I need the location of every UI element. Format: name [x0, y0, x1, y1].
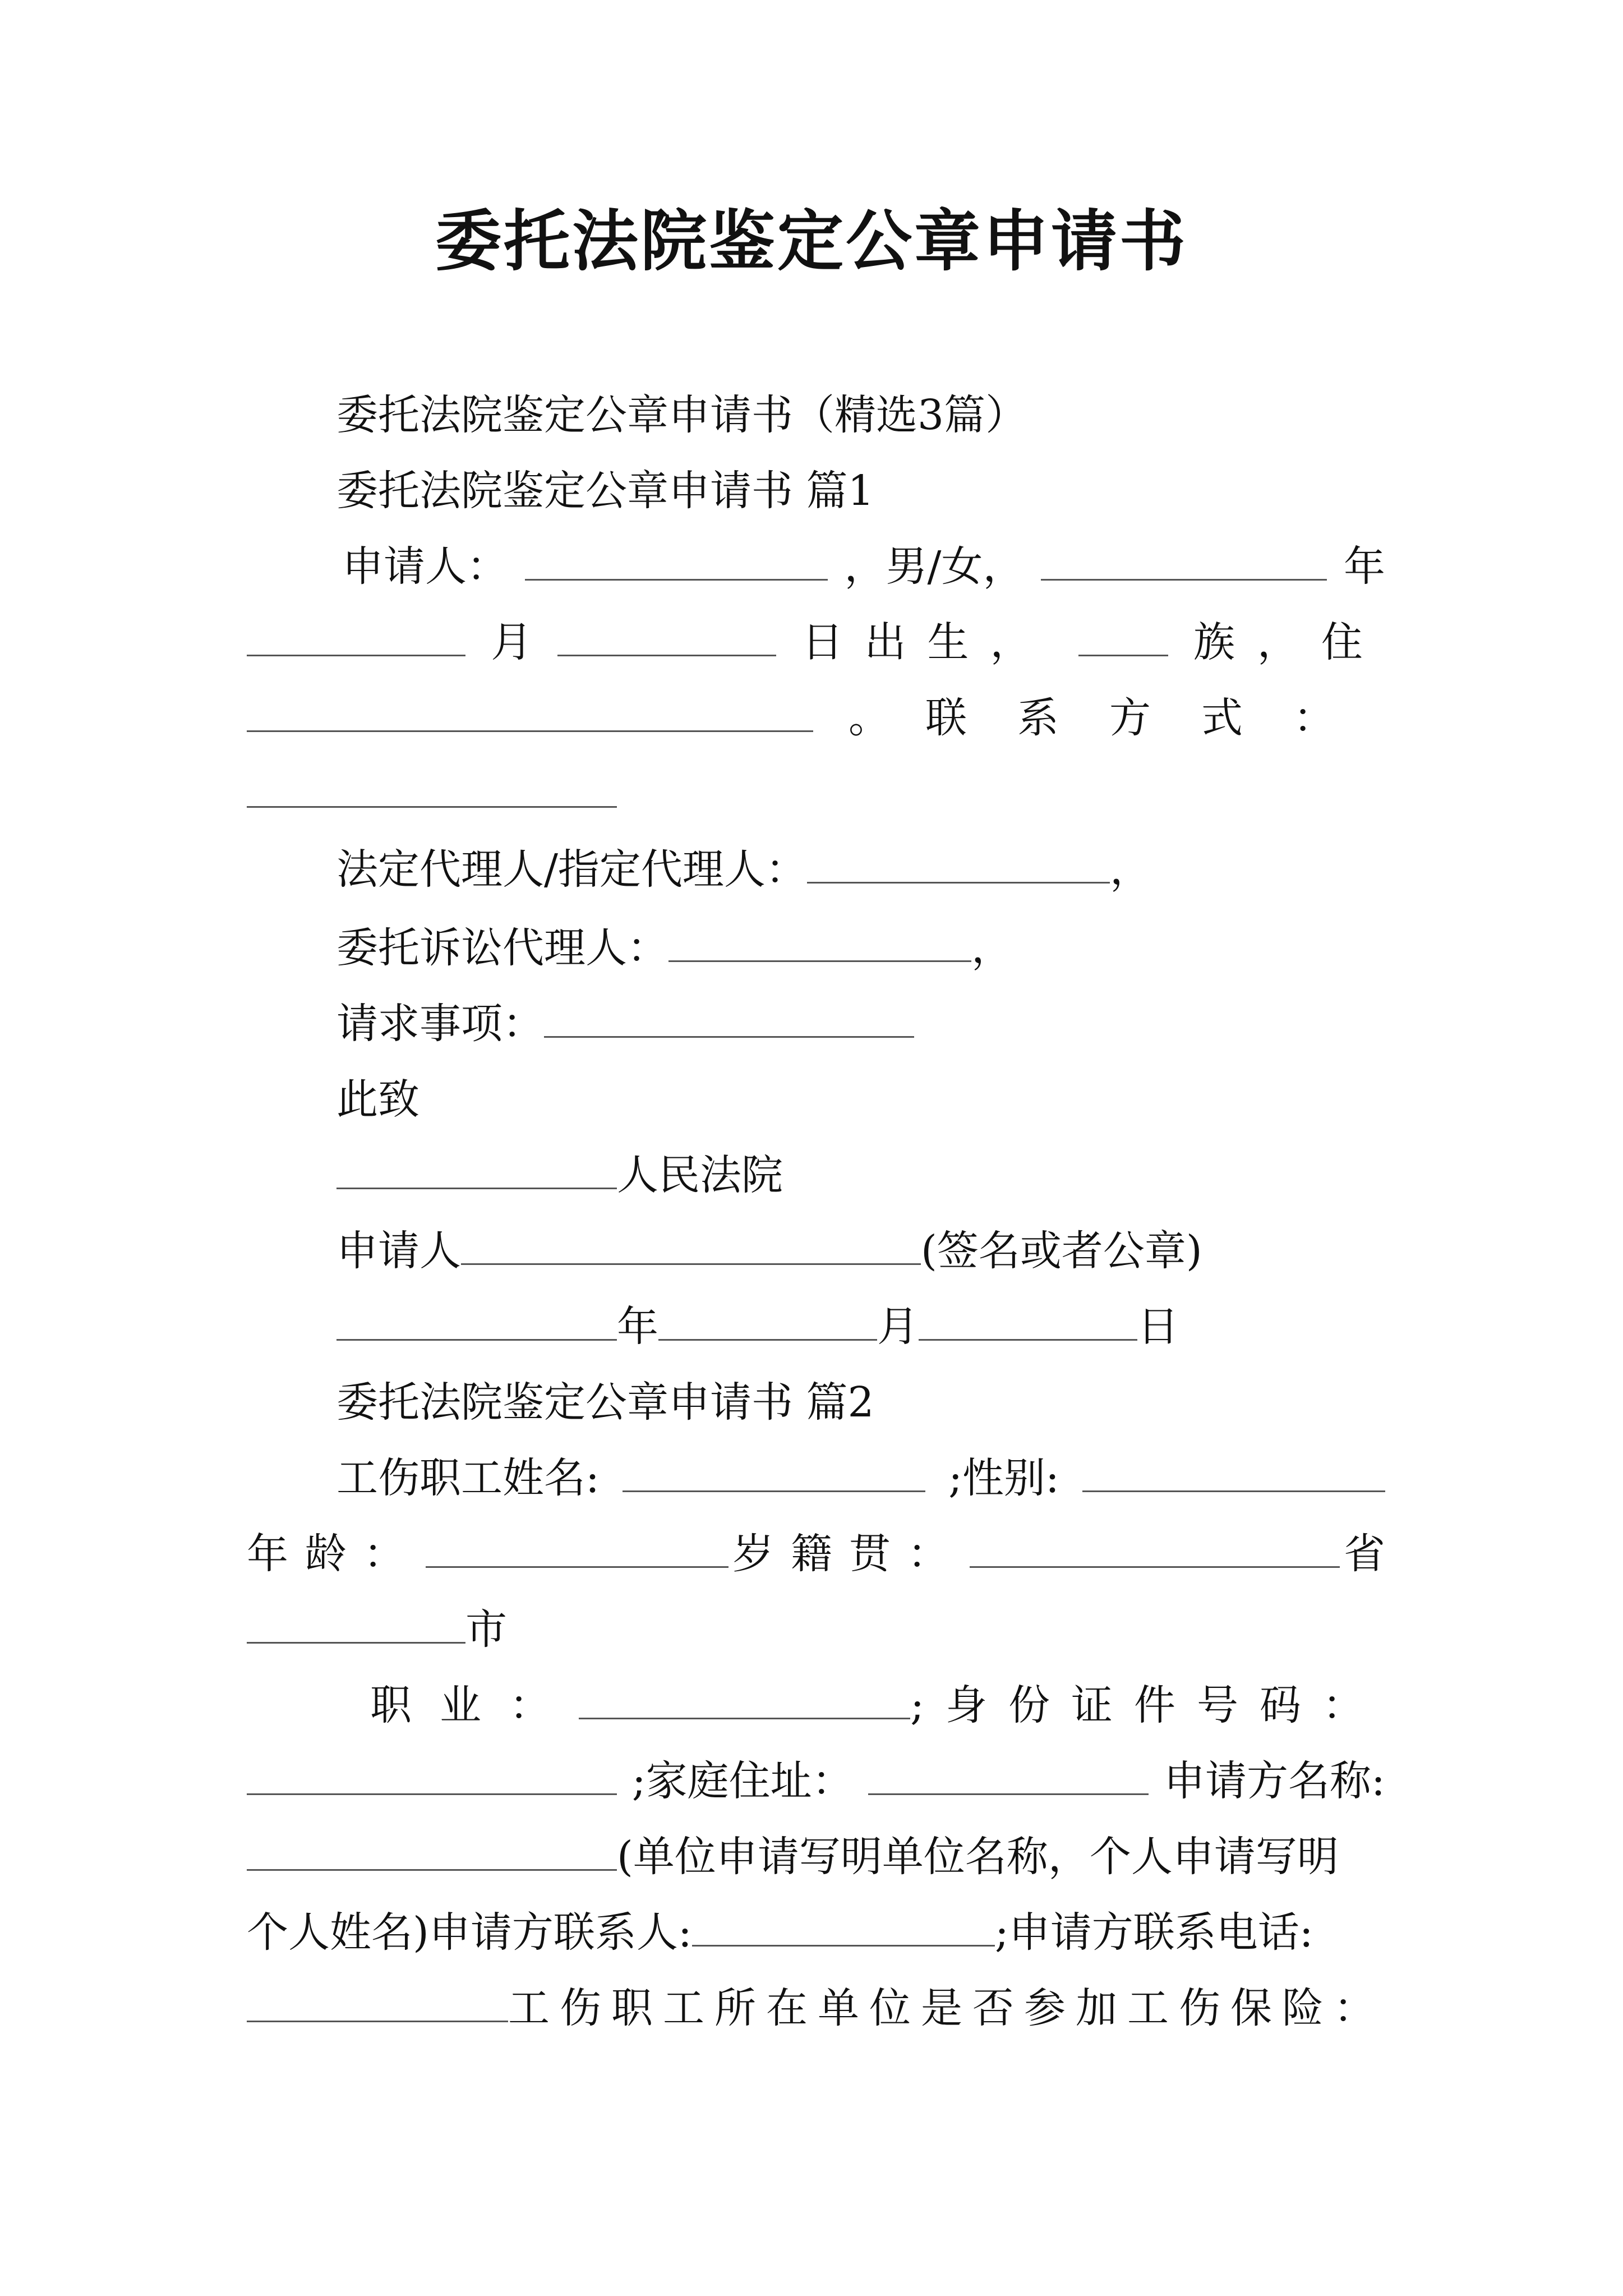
home-address-label: ;家庭住址：	[631, 1757, 854, 1805]
gender-label: ，男/女，	[844, 542, 1025, 591]
applicant-name-label: 申请方名称:	[1164, 1757, 1385, 1805]
request-line	[336, 996, 914, 1052]
date-year-blank	[336, 1300, 617, 1341]
document-title: 委托法院鉴定公章申请书	[435, 202, 1188, 280]
ethnicity-label: 族，住	[1193, 618, 1385, 666]
birth-label: 日出生，	[801, 618, 1053, 666]
date-month-blank	[658, 1300, 877, 1341]
signer-line	[336, 1223, 1202, 1279]
occupation-label: 职业：	[370, 1681, 579, 1729]
contact-label: 联系方式：	[925, 694, 1385, 742]
native-place-blank	[970, 1527, 1340, 1568]
native-place-label: 岁籍贯：	[732, 1530, 966, 1578]
gender-label: ;性别:	[948, 1454, 1059, 1502]
request-blank	[544, 997, 914, 1038]
comma: ，	[1109, 845, 1151, 894]
date-year-label: 年	[617, 1303, 658, 1351]
age-blank	[426, 1527, 728, 1568]
applicant-contact-blank	[692, 1906, 995, 1947]
contact-blank	[247, 767, 617, 808]
request-label: 请求事项：	[336, 1000, 544, 1048]
litigation-agent-blank	[668, 921, 971, 962]
worker-line-2	[247, 1526, 1385, 1582]
age-label: 年龄：	[247, 1530, 422, 1578]
signature-note: (签名或者公章)	[921, 1227, 1202, 1275]
applicant-label: 申请人：	[342, 542, 508, 591]
year-label: 年	[1344, 542, 1385, 591]
date-day-label: 日	[1137, 1303, 1179, 1351]
signer-blank	[461, 1224, 921, 1265]
litigation-agent-line	[336, 920, 1013, 976]
section1-heading: 委托法院鉴定公章申请书 篇1	[336, 467, 874, 515]
date-day-blank	[919, 1300, 1137, 1341]
applicant-name-blank	[247, 1830, 617, 1871]
applicant-line-3	[247, 690, 1385, 746]
home-address-blank	[868, 1754, 1149, 1795]
applicant-note: (单位申请写明单位名称，个人申请写明	[617, 1833, 1339, 1881]
applicant-phone-label: ;申请方联系电话:	[994, 1908, 1313, 1957]
worker-line-4	[370, 1677, 1385, 1733]
worker-name-label: 工伤职工姓名:	[336, 1454, 600, 1502]
city-label: 市	[465, 1605, 507, 1654]
contact-dot: 。	[849, 694, 890, 742]
id-number-blank	[247, 1754, 617, 1795]
comma: ，	[971, 924, 1013, 972]
applicant-name-blank	[525, 540, 828, 581]
worker-line-6	[247, 1829, 1339, 1885]
province-label: 省	[1344, 1530, 1385, 1578]
litigation-agent-label: 委托诉讼代理人：	[336, 924, 668, 972]
date-month-label: 月	[877, 1303, 919, 1351]
worker-line-7	[247, 1904, 1313, 1961]
gender-blank	[1082, 1451, 1385, 1492]
birth-year-blank	[1041, 540, 1327, 581]
salutation: 此致	[336, 1075, 419, 1124]
date-line	[336, 1299, 1179, 1355]
birth-day-blank	[557, 615, 776, 656]
signer-label: 申请人	[336, 1227, 461, 1275]
occupation-blank	[579, 1678, 910, 1719]
worker-line-1	[336, 1450, 1385, 1506]
applicant-line-2	[247, 614, 1385, 670]
address-blank	[247, 691, 813, 732]
birth-month-blank	[247, 615, 465, 656]
ethnicity-blank	[1078, 615, 1168, 656]
worker-name-blank	[623, 1451, 925, 1492]
applicant-contact-label: 个人姓名)申请方联系人:	[247, 1908, 692, 1957]
subtitle: 委托法院鉴定公章申请书（精选3篇）	[336, 391, 1027, 439]
court-line	[336, 1147, 783, 1203]
section2-heading: 委托法院鉴定公章申请书 篇2	[336, 1378, 874, 1427]
court-blank	[336, 1148, 617, 1189]
legal-agent-line	[336, 841, 1151, 898]
id-number-label: ;身份证件号码：	[910, 1681, 1385, 1729]
month-label: 月	[491, 618, 533, 666]
city-blank	[247, 1603, 465, 1644]
worker-line-5	[247, 1753, 1385, 1809]
insurance-label: 工伤职工所在单位是否参加工伤保险：	[508, 1984, 1385, 2032]
legal-agent-blank	[807, 843, 1110, 884]
applicant-phone-blank	[247, 1981, 508, 2022]
applicant-line-1	[342, 539, 1385, 595]
applicant-line-4	[247, 766, 617, 822]
worker-line-8	[247, 1980, 1385, 2036]
legal-agent-label: 法定代理人/指定代理人：	[336, 845, 807, 894]
court-label: 人民法院	[617, 1151, 783, 1199]
worker-line-3	[247, 1602, 507, 1658]
